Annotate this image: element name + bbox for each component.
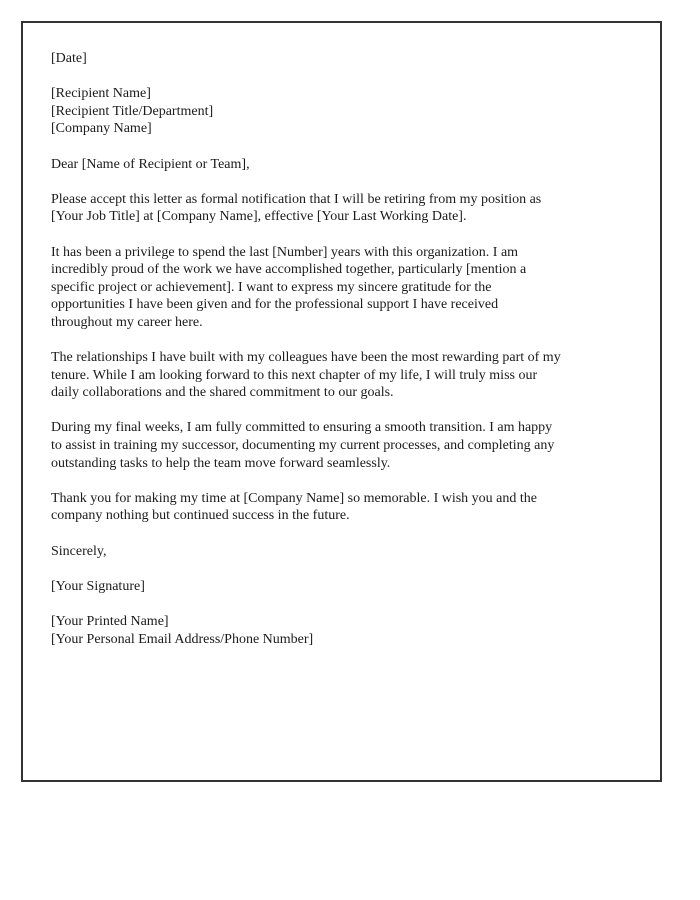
salutation [51, 156, 630, 174]
letter-line: [Date] [51, 51, 87, 66]
letter-line: [Company Name] [51, 121, 152, 137]
letter-line: [Your Printed Name] [51, 614, 169, 629]
letter-line: [Your Personal Email Address/Phone Number] [51, 631, 314, 647]
transition-paragraph [51, 419, 630, 472]
letter-line: incredibly proud of the work we have accomplished together, particularly [mention a [51, 262, 527, 278]
letter-line: During my final weeks, I am fully committed to ensuring a smooth transition. I am happy [51, 420, 553, 436]
letter-line: [Recipient Title/Department] [51, 103, 214, 119]
closing [51, 543, 630, 561]
letter-page [21, 21, 662, 782]
letter-line: Dear [Name of Recipient or Team], [51, 156, 250, 172]
letter-line: [Your Signature] [51, 578, 145, 594]
letter-line: [Recipient Name] [51, 86, 151, 102]
letter-line: outstanding tasks to help the team move forward seamlessly. [51, 455, 391, 471]
letter-line: The relationships I have built with my colleagues have been the most rewarding part of my [51, 350, 561, 366]
relationships-paragraph [51, 349, 630, 402]
letter-line: opportunities I have been given and for the professional support I have received [51, 297, 499, 313]
signature-placeholder [51, 578, 630, 596]
recipient-block [51, 85, 630, 138]
gratitude-paragraph [51, 244, 630, 332]
date-line [51, 50, 630, 68]
letter-line: Thank you for making my time at [Company Name] so memorable. I wish you and the [51, 490, 538, 506]
letter-line: tenure. While I am looking forward to this next chapter of my life, I will truly miss our [51, 367, 538, 383]
letter-line: company nothing but continued success in the future. [51, 508, 350, 524]
letter-line: Sincerely, [51, 543, 107, 559]
thanks-paragraph [51, 490, 630, 525]
letter-line: throughout my career here. [51, 314, 203, 330]
letter-line: to assist in training my successor, documenting my current processes, and completing any [51, 438, 555, 454]
opening-paragraph [51, 191, 630, 226]
letter-line: specific project or achievement]. I want to express my sincere gratitude for the [51, 279, 492, 295]
contact-block [51, 613, 630, 648]
letter-line: It has been a privilege to spend the last [Number] years with this organization. I am [51, 244, 519, 260]
letter-line: [Your Job Title] at [Company Name], effective [Your Last Working Date]. [51, 209, 467, 225]
letter-line: daily collaborations and the shared commitment to our goals. [51, 385, 394, 401]
letter-line: Please accept this letter as formal notification that I will be retiring from my position as [51, 191, 542, 207]
